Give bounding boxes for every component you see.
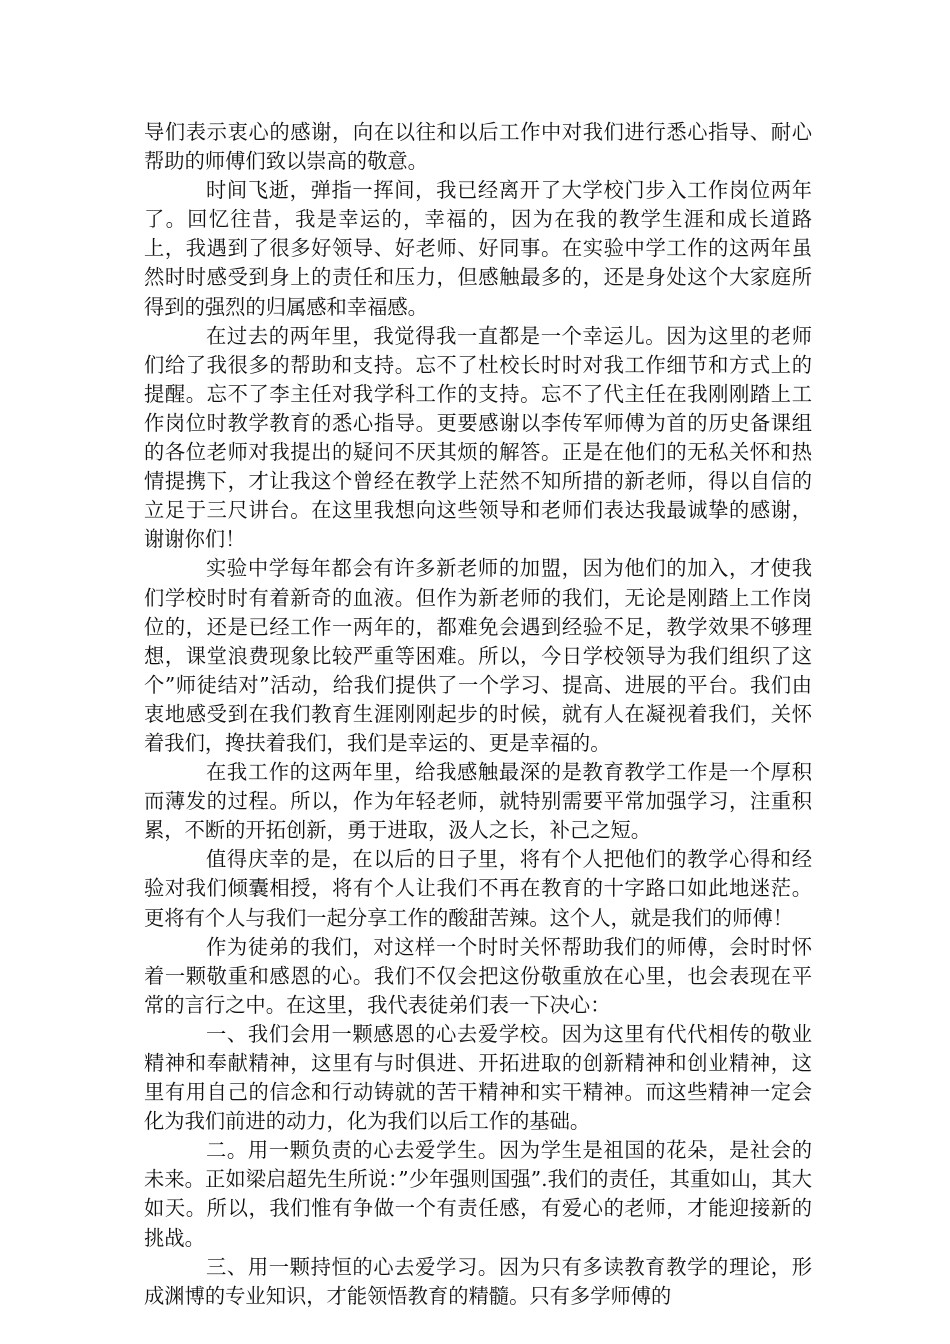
paragraph-1: 导们表示衷心的感谢，向在以往和以后工作中对我们进行悉心指导、耐心帮助的师傅们致以崇高的敬意。 xyxy=(144,120,812,174)
paragraph-9: 二。用一颗负责的心去爱学生。因为学生是祖国的花朵，是社会的未来。正如梁启超先生所说：”少年强则国强”.我们的责任，其重如山，其大如天。所以，我们惟有争做一个有责任感，有爱心的老师，才能迎接新的挑战。 xyxy=(144,1138,812,1250)
paragraph-3: 在过去的两年里，我觉得我一直都是一个幸运儿。因为这里的老师们给了我很多的帮助和支持。忘不了杜校长时时对我工作细节和方式上的提醒。忘不了李主任对我学科工作的支持。忘不了代主任在我刚刚踏上工作岗位时教学教育的悉心指导。更要感谢以李传军师傅为首的历史备课组的各位老师对我提出的疑问不厌其烦的解答。正是在他们的无私关怀和热情提携下，才让我这个曾经在教学上茫然不知所措的新老师，得以自信的立足于三尺讲台。在这里我想向这些领导和老师们表达我最诚挚的感谢，谢谢你们！ xyxy=(144,323,812,552)
document-page xyxy=(144,118,812,1311)
paragraph-4: 实验中学每年都会有许多新老师的加盟，因为他们的加入，才使我们学校时时有着新奇的血液。但作为新老师的我们，无论是刚踏上工作岗位的，还是已经工作一两年的，都难免会遇到经验不足，教学效果不够理想，课堂浪费现象比较严重等困难。所以，今日学校领导为我们组织了这个”师徒结对”活动，给我们提供了一个学习、提高、进展的平台。我们由衷地感受到在我们教育生涯刚刚起步的时候，就有人在凝视着我们，关怀着我们，搀扶着我们，我们是幸运的、更是幸福的。 xyxy=(144,556,812,755)
paragraph-5: 在我工作的这两年里，给我感触最深的是教育教学工作是一个厚积而薄发的过程。所以，作为年轻老师，就特别需要平常加强学习，注重积累，不断的开拓创新，勇于进取，汲人之长，补己之短。 xyxy=(144,760,812,843)
paragraph-6: 值得庆幸的是，在以后的日子里，将有个人把他们的教学心得和经验对我们倾囊相授，将有个人让我们不再在教育的十字路口如此地迷茫。更将有个人与我们一起分享工作的酸甜苦辣。这个人，就是我们的师傅！ xyxy=(144,847,812,930)
paragraph-7: 作为徒弟的我们，对这样一个时时关怀帮助我们的师傅，会时时怀着一颗敬重和感恩的心。我们不仅会把这份敬重放在心里，也会表现在平常的言行之中。在这里，我代表徒弟们表一下决心： xyxy=(144,934,812,1017)
paragraph-10: 三、用一颗持恒的心去爱学习。因为只有多读教育教学的理论，形成渊博的专业知识，才能领悟教育的精髓。只有多学师傅的 xyxy=(144,1254,812,1308)
paragraph-8: 一、我们会用一颗感恩的心去爱学校。因为这里有代代相传的敬业精神和奉献精神，这里有与时俱进、开拓进取的创新精神和创业精神，这里有用自己的信念和行动铸就的苦干精神和实干精神。而这些精神一定会化为我们前进的动力，化为我们以后工作的基础。 xyxy=(144,1021,812,1134)
paragraph-2: 时间飞逝，弹指一挥间，我已经离开了大学校门步入工作岗位两年了。回忆往昔，我是幸运的，幸福的，因为在我的教学生涯和成长道路上，我遇到了很多好领导、好老师、好同事。在实验中学工作的这两年虽然时时感受到身上的责任和压力，但感触最多的，还是身处这个大家庭所得到的强烈的归属感和幸福感。 xyxy=(144,178,812,319)
